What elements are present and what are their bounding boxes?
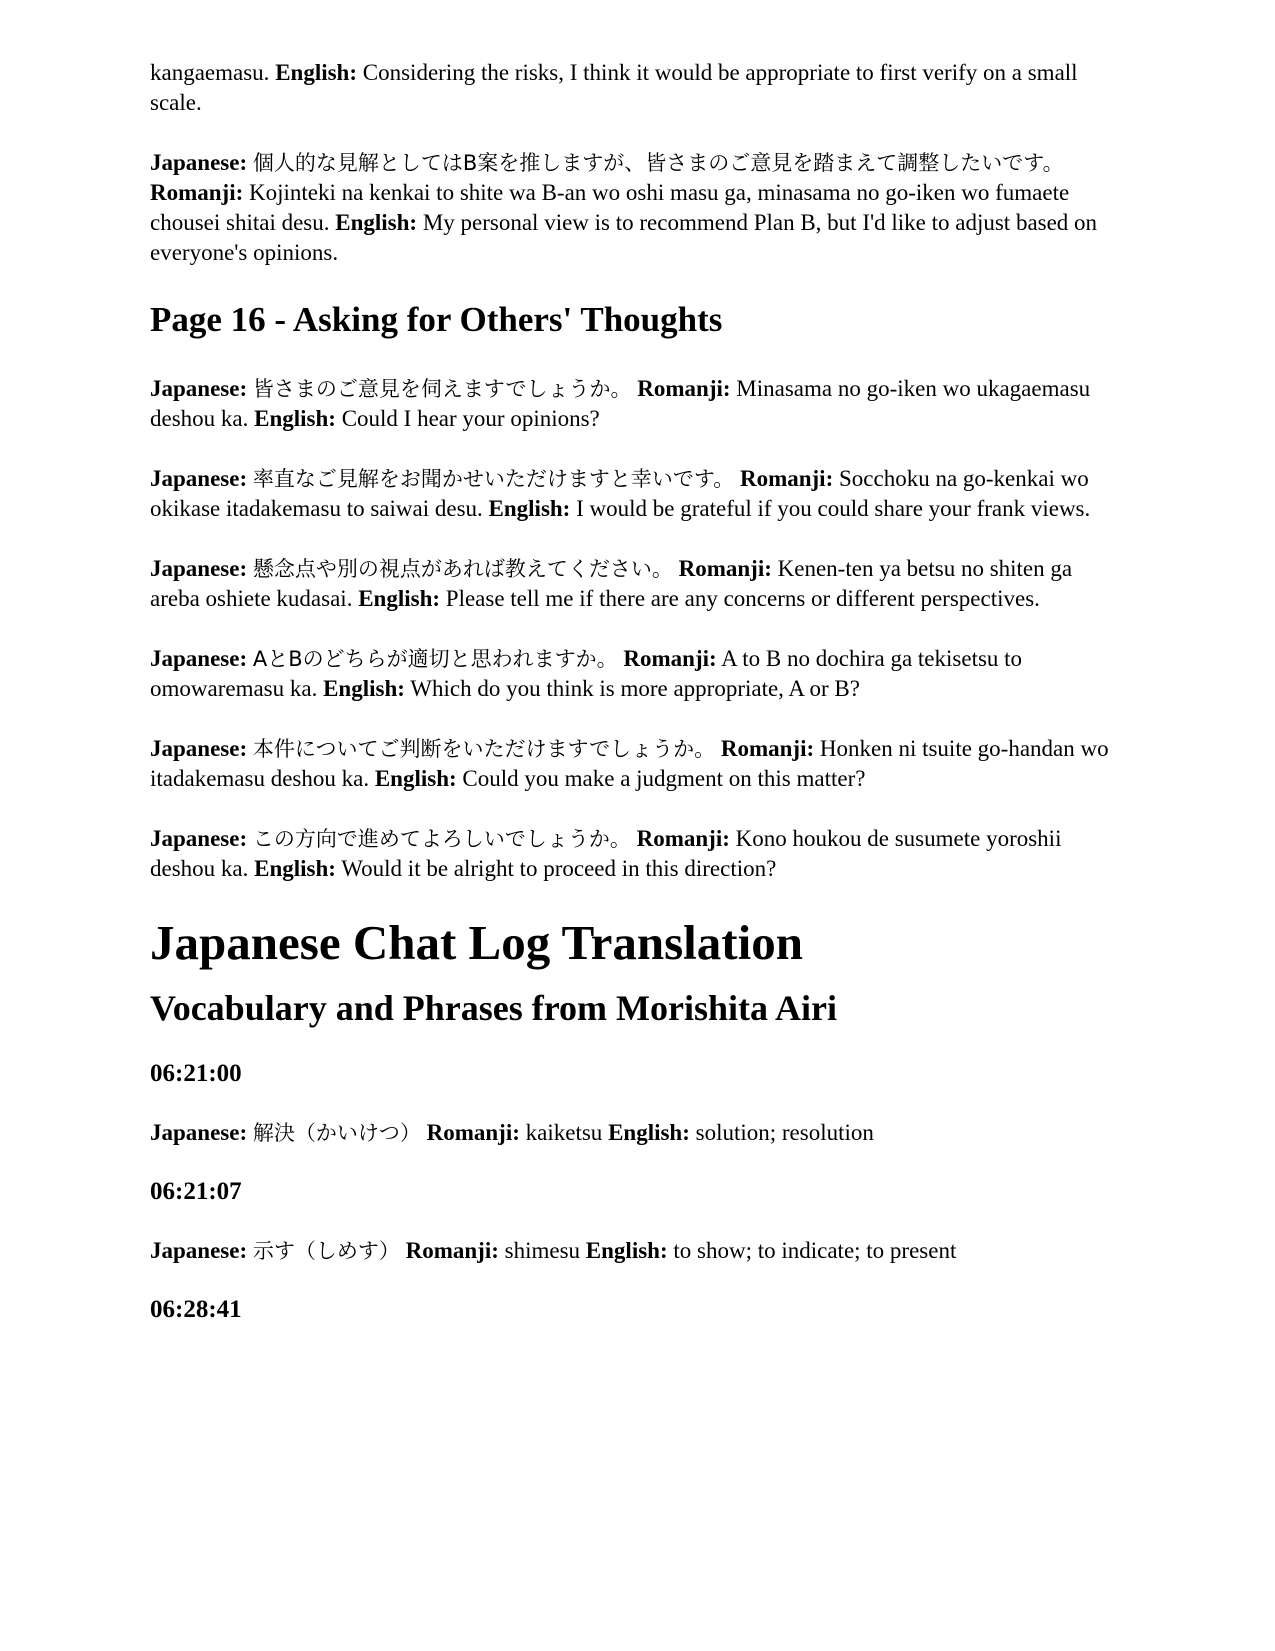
japanese-text: AとBのどちらが適切と思われますか。 xyxy=(252,647,618,671)
romanji-text: Kenen-ten ya betsu no shiten ga areba oshiete kudasai. xyxy=(150,556,1073,611)
japanese-label: Japanese: xyxy=(150,646,248,671)
japanese-text: 本件についてご判断をいただけますでしょうか。 xyxy=(252,737,716,761)
japanese-text: 解決（かいけつ） xyxy=(252,1121,421,1145)
japanese-text: この方向で進めてよろしいでしょうか。 xyxy=(252,827,631,851)
japanese-text: 率直なご見解をお聞かせいただけますと幸いです。 xyxy=(252,467,735,491)
english-text: My personal view is to recommend Plan B, but I'd like to adjust based on everyone's opinions. xyxy=(150,210,1098,265)
english-text: to show; to indicate; to present xyxy=(673,1238,957,1263)
romanji-label: Romanji: xyxy=(739,466,834,491)
japanese-label: Japanese: xyxy=(150,736,248,761)
entry-continuation xyxy=(150,58,1125,118)
english-text: Considering the risks, I think it would be appropriate to first verify on a small scale. xyxy=(150,60,1078,115)
phrase-entry xyxy=(150,824,1125,884)
romanji-label: Romanji: xyxy=(636,826,730,851)
phrase-entry xyxy=(150,554,1125,614)
main-title: Japanese Chat Log Translation xyxy=(150,915,803,970)
japanese-text: 示す（しめす） xyxy=(252,1239,400,1263)
english-text: Please tell me if there are any concerns or different perspectives. xyxy=(445,586,1040,611)
document-page xyxy=(150,58,1125,1354)
english-label: English: xyxy=(608,1120,690,1145)
romanji-text: kangaemasu. xyxy=(150,60,270,85)
romanji-text: Minasama no go-iken wo ukagaemasu deshou ka. xyxy=(150,376,1091,431)
english-label: English: xyxy=(323,676,405,701)
english-text: I would be grateful if you could share your frank views. xyxy=(576,496,1091,521)
english-text: solution; resolution xyxy=(695,1120,874,1145)
romanji-text: Socchoku na go-kenkai wo okikase itadakemasu to saiwai desu. xyxy=(150,466,1089,521)
english-label: English: xyxy=(335,210,418,235)
romanji-text: kaiketsu xyxy=(525,1120,603,1145)
japanese-label: Japanese: xyxy=(150,1120,248,1145)
japanese-label: Japanese: xyxy=(150,1238,248,1263)
english-text: Could you make a judgment on this matter? xyxy=(462,766,866,791)
romanji-text: Kono houkou de susumete yoroshii deshou ka. xyxy=(150,826,1062,881)
english-text: Which do you think is more appropriate, A or B? xyxy=(410,676,860,701)
romanji-label: Romanji: xyxy=(405,1238,499,1263)
japanese-text: 懸念点や別の視点があれば教えてください。 xyxy=(252,557,673,581)
japanese-label: Japanese: xyxy=(150,376,248,401)
english-text: Could I hear your opinions? xyxy=(341,406,600,431)
japanese-text: 皆さまのご意見を伺えますでしょうか。 xyxy=(252,377,632,401)
english-label: English: xyxy=(254,856,336,881)
romanji-text: shimesu xyxy=(504,1238,581,1263)
vocab-entry xyxy=(150,1118,1125,1148)
romanji-label: Romanji: xyxy=(426,1120,520,1145)
timestamp: 06:21:00 xyxy=(150,1060,242,1087)
english-text: Would it be alright to proceed in this direction? xyxy=(341,856,777,881)
japanese-label: Japanese: xyxy=(150,826,248,851)
english-label: English: xyxy=(374,766,457,791)
romanji-label: Romanji: xyxy=(150,180,244,205)
japanese-text: 個人的な見解としてはB案を推しますが、皆さまのご意見を踏まえて調整したいです。 xyxy=(252,151,1064,175)
romanji-text: A to B no dochira ga tekisetsu to omowaremasu ka. xyxy=(150,646,1023,701)
phrase-entry xyxy=(150,464,1125,524)
phrase-entry xyxy=(150,374,1125,434)
english-label: English: xyxy=(254,406,336,431)
japanese-label: Japanese: xyxy=(150,556,248,581)
romanji-label: Romanji: xyxy=(720,736,815,761)
english-label: English: xyxy=(585,1238,668,1263)
english-label: English: xyxy=(488,496,571,521)
timestamp: 06:28:41 xyxy=(150,1296,242,1323)
english-label: English: xyxy=(275,60,358,85)
phrase-entry xyxy=(150,734,1125,794)
phrase-entry xyxy=(150,644,1125,704)
romanji-label: Romanji: xyxy=(637,376,731,401)
romanji-text: Honken ni tsuite go-handan wo itadakemasu deshou ka. xyxy=(150,736,1109,791)
romanji-label: Romanji: xyxy=(623,646,717,671)
japanese-label: Japanese: xyxy=(150,150,248,175)
timestamp: 06:21:07 xyxy=(150,1178,242,1205)
romanji-text: Kojinteki na kenkai to shite wa B-an wo oshi masu ga, minasama no go-iken wo fumaete chousei shitai desu. xyxy=(150,180,1070,235)
english-label: English: xyxy=(358,586,441,611)
phrase-entry xyxy=(150,148,1125,268)
section-title: Page 16 - Asking for Others' Thoughts xyxy=(150,300,723,339)
subtitle: Vocabulary and Phrases from Morishita Airi xyxy=(150,988,838,1028)
romanji-label: Romanji: xyxy=(678,556,772,581)
vocab-entry xyxy=(150,1236,1125,1266)
japanese-label: Japanese: xyxy=(150,466,248,491)
